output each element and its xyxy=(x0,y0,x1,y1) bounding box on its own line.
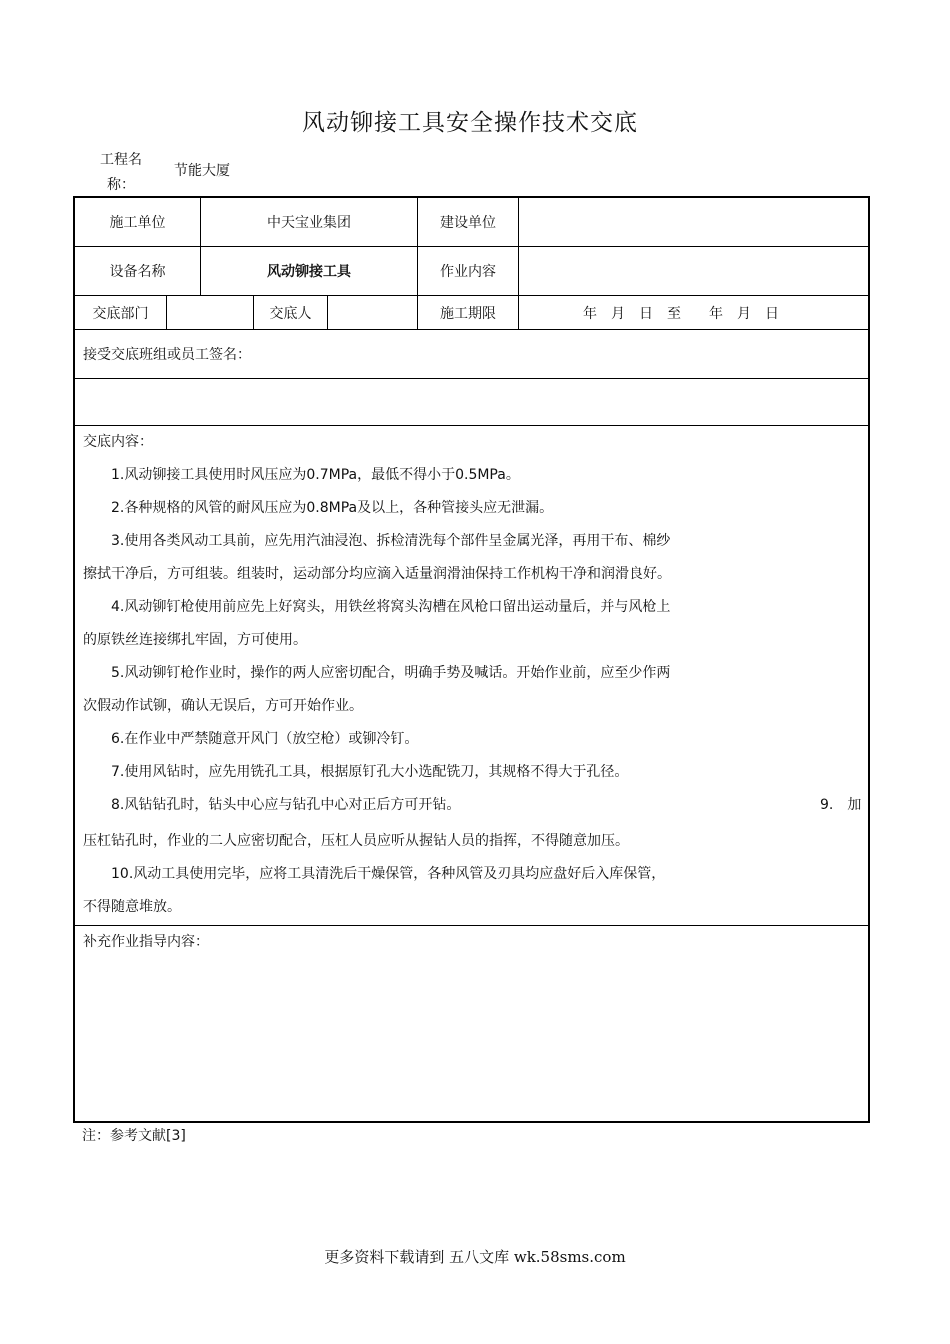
owner-unit-label: 建设单位 xyxy=(440,215,496,231)
project-name-label-line1: 工程名 xyxy=(100,152,142,168)
construction-period-value: 年 月 日 至 年 月 日 xyxy=(583,305,779,322)
content-line: 1.风动铆接工具使用时风压应为0.7MPa，最低不得小于0.5MPa。 xyxy=(83,467,520,483)
work-content-label: 作业内容 xyxy=(440,264,496,280)
owner-unit-value xyxy=(519,198,868,246)
discloser-label: 交底人 xyxy=(269,305,312,322)
construction-unit-label: 施工单位 xyxy=(109,215,166,231)
content-line: 10.风动工具使用完毕，应将工具清洗后干燥保管，各种风管及刃具均应盘好后入库保管， xyxy=(83,866,666,882)
content-line: 次假动作试铆，确认无误后，方可开始作业。 xyxy=(83,698,363,714)
content-line: 8.风钻钻孔时，钻头中心应与钻孔中心对正后方可开钻。 xyxy=(83,797,461,813)
content-line: 4.风动铆钉枪使用前应先上好窝头，用铁丝将窝头沟槽在风枪口留出运动量后，并与风枪上 xyxy=(83,599,671,615)
content-line: 2.各种规格的风管的耐风压应为0.8MPa及以上，各种管接头应无泄漏。 xyxy=(83,500,554,516)
project-name-label-line2: 称： xyxy=(107,177,135,193)
disclosure-dept-label: 交底部门 xyxy=(92,305,149,322)
equipment-name-label: 设备名称 xyxy=(109,264,166,280)
work-content-value xyxy=(519,247,868,295)
content-line: 3.使用各类风动工具前，应先用汽油浸泡、拆检清洗每个部件呈金属光泽，再用干布、棉纱 xyxy=(83,533,671,549)
row-divider xyxy=(75,425,868,426)
content-line: 压杠钻孔时，作业的二人应密切配合，压杠人员应听从握钻人员的指挥，不得随意加压。 xyxy=(83,833,629,849)
content-item9-prefix: 9. 加 xyxy=(820,797,862,813)
row-divider xyxy=(75,378,868,379)
signature-label: 接受交底班组或员工签名： xyxy=(83,347,251,363)
content-line: 7.使用风钻时，应先用铣孔工具，根据原钉孔大小选配铣刀，其规格不得大于孔径。 xyxy=(83,764,629,780)
project-name-label xyxy=(92,148,150,198)
document-title: 风动铆接工具安全操作技术交底 xyxy=(302,110,638,136)
content-line: 的原铁丝连接绑扎牢固，方可使用。 xyxy=(83,632,307,648)
equipment-name-value: 风动铆接工具 xyxy=(267,264,351,280)
row-divider xyxy=(75,925,868,926)
construction-unit-value: 中天宝业集团 xyxy=(267,215,351,231)
reference-note: 注：参考文献[3] xyxy=(82,1128,186,1144)
project-name-value: 节能大厦 xyxy=(174,163,230,179)
content-line: 5.风动铆钉枪作业时，操作的两人应密切配合，明确手势及喊话。开始作业前，应至少作两 xyxy=(83,665,671,681)
construction-period-label: 施工期限 xyxy=(440,305,496,322)
footer-text: 更多资料下载请到 五八文库 wk.58sms.com xyxy=(324,1248,626,1266)
disclosure-dept-value xyxy=(167,296,253,329)
content-label: 交底内容： xyxy=(83,434,153,450)
content-line: 6.在作业中严禁随意开风门（放空枪）或铆冷钉。 xyxy=(83,731,419,747)
disclosure-table xyxy=(73,196,870,1123)
content-line: 不得随意堆放。 xyxy=(83,899,181,915)
supplement-label: 补充作业指导内容： xyxy=(83,934,209,950)
discloser-value xyxy=(328,296,417,329)
content-line: 擦拭干净后，方可组装。组装时，运动部分均应滴入适量润滑油保持工作机构干净和润滑良好。 xyxy=(83,566,671,582)
